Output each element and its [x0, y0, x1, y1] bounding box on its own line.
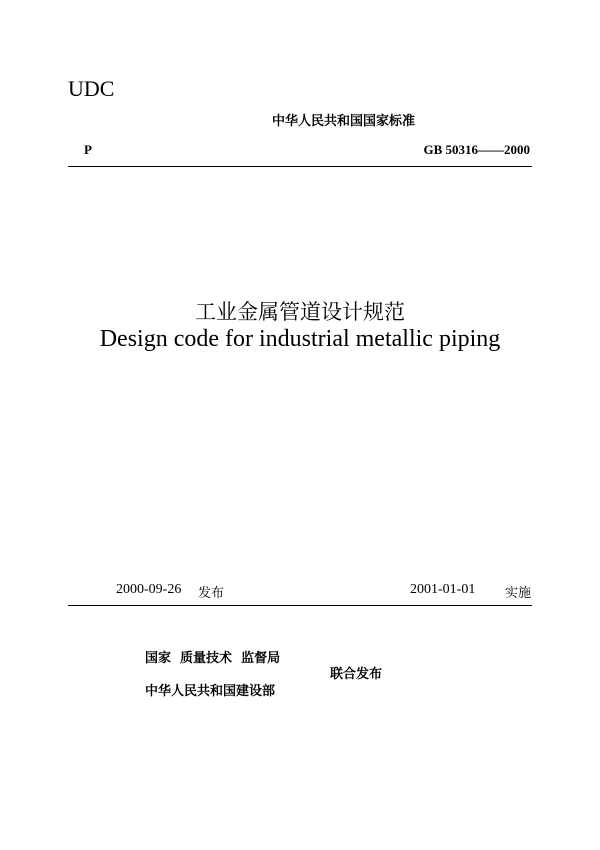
footer-divider	[68, 605, 532, 606]
national-standard-label: 中华人民共和国国家标准	[272, 114, 416, 129]
standard-code: GB 50316——2000	[423, 142, 530, 157]
effective-date: 2001-01-01	[410, 582, 476, 597]
header-divider	[68, 166, 532, 167]
udc-label: UDC	[68, 76, 115, 101]
joint-publish-label: 联合发布	[330, 667, 383, 682]
title-english: Design code for industrial metallic piping	[99, 326, 501, 352]
publish-date: 2000-09-26	[116, 582, 182, 597]
effective-label: 实施	[505, 586, 532, 601]
issuer-quality-bureau: 国家 质量技术 监督局	[145, 651, 281, 666]
classification-code: P	[84, 142, 92, 157]
issuer-construction-ministry: 中华人民共和国建设部	[145, 684, 276, 699]
title-chinese: 工业金属管道设计规范	[195, 300, 405, 324]
publish-label: 发布	[198, 586, 225, 601]
